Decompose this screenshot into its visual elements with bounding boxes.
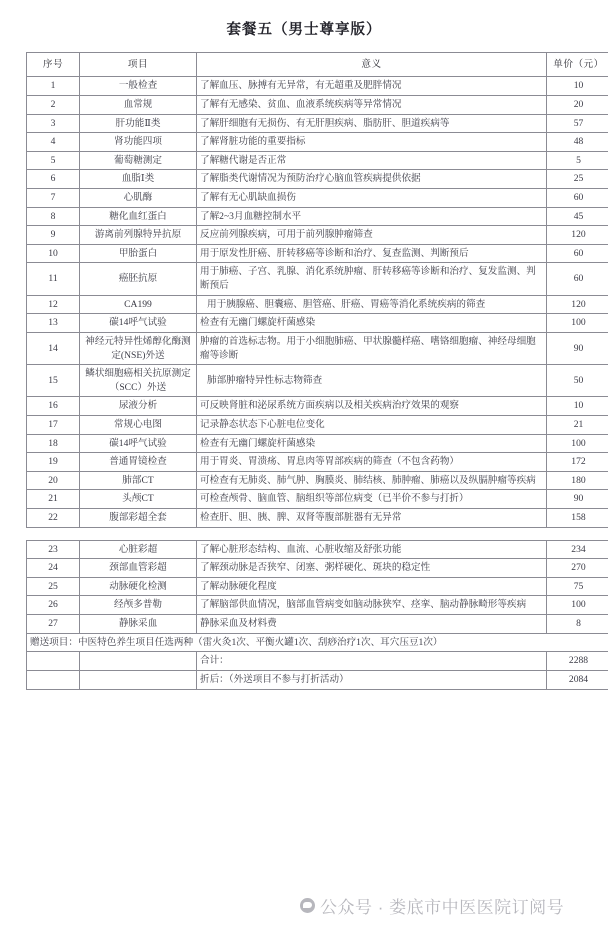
total-row xyxy=(27,652,608,671)
cell-item: 糖化血红蛋白 xyxy=(80,207,197,226)
cell-meaning: 了解心脏形态结构、血流、心脏收缩及舒张功能 xyxy=(197,540,547,559)
cell-price: 120 xyxy=(547,295,608,314)
total-value: 2288 xyxy=(547,652,608,671)
exam-package-table-part2 xyxy=(26,540,608,690)
table-gap-divider xyxy=(26,528,582,540)
table-row xyxy=(27,332,608,364)
cell-meaning: 了解2~3月血糖控制水平 xyxy=(197,207,547,226)
cell-no: 21 xyxy=(27,490,80,509)
cell-item: 碳14呼气试验 xyxy=(80,434,197,453)
header-price: 单价（元） xyxy=(547,53,608,77)
table-row xyxy=(27,365,608,397)
cell-meaning: 了解动脉硬化程度 xyxy=(197,577,547,596)
cell-item: CA199 xyxy=(80,295,197,314)
cell-no: 3 xyxy=(27,114,80,133)
table-row xyxy=(27,133,608,152)
discounted-total-label: 折后：（外送项目不参与打折活动） xyxy=(197,670,547,689)
cell-no: 5 xyxy=(27,151,80,170)
cell-no: 7 xyxy=(27,189,80,208)
cell-no: 18 xyxy=(27,434,80,453)
cell-price: 100 xyxy=(547,314,608,333)
cell-meaning: 了解有无感染、贫血、血液系统疾病等异常情况 xyxy=(197,96,547,115)
table-row xyxy=(27,559,608,578)
cell-meaning: 反应前列腺疾病，可用于前列腺肿瘤筛查 xyxy=(197,226,547,245)
cell-no: 13 xyxy=(27,314,80,333)
cell-meaning: 用于胃炎、胃溃疡、胃息肉等胃部疾病的筛查（不包含药物） xyxy=(197,453,547,472)
table-row xyxy=(27,615,608,634)
cell-price: 270 xyxy=(547,559,608,578)
cell-no: 20 xyxy=(27,471,80,490)
table-row xyxy=(27,453,608,472)
cell-meaning: 检查有无幽门螺旋杆菌感染 xyxy=(197,314,547,333)
cell-meaning: 静脉采血及材料费 xyxy=(197,615,547,634)
table-row xyxy=(27,596,608,615)
cell-price: 75 xyxy=(547,577,608,596)
cell-no: 8 xyxy=(27,207,80,226)
cell-meaning: 可反映肾脏和泌尿系统方面疾病以及相关疾病治疗效果的观察 xyxy=(197,397,547,416)
header-item: 项目 xyxy=(80,53,197,77)
cell-no: 16 xyxy=(27,397,80,416)
cell-no: 4 xyxy=(27,133,80,152)
cell-item: 甲胎蛋白 xyxy=(80,244,197,263)
cell-meaning: 了解有无心肌缺血损伤 xyxy=(197,189,547,208)
table-row xyxy=(27,77,608,96)
cell-item: 一般检查 xyxy=(80,77,197,96)
cell-meaning: 了解脑部供血情况，脑部血管病变如脑动脉狭窄、痉挛、脑动静脉畸形等疾病 xyxy=(197,596,547,615)
cell-meaning: 了解脂类代谢情况为预防治疗心脑血管疾病提供依据 xyxy=(197,170,547,189)
cell-item: 碳14呼气试验 xyxy=(80,314,197,333)
cell-meaning: 用于肺癌、子宫、乳腺、消化系统肿瘤、肝转移癌等诊断和治疗、复发监测、判断预后 xyxy=(197,263,547,295)
cell-no: 2 xyxy=(27,96,80,115)
cell-blank-item xyxy=(80,670,197,689)
gift-note: 赠送项目：中医特色养生项目任选两种（雷火灸1次、平衡火罐1次、刮痧治疗1次、耳穴压豆1次） xyxy=(27,633,608,652)
table-row xyxy=(27,207,608,226)
wechat-icon xyxy=(300,898,315,913)
cell-meaning: 了解血压、脉搏有无异常，有无超重及肥胖情况 xyxy=(197,77,547,96)
cell-no: 10 xyxy=(27,244,80,263)
table-row xyxy=(27,314,608,333)
cell-price: 180 xyxy=(547,471,608,490)
cell-no: 24 xyxy=(27,559,80,578)
cell-meaning: 检查肝、胆、胰、脾、双肾等腹部脏器有无异常 xyxy=(197,509,547,528)
cell-blank-no xyxy=(27,652,80,671)
table-row xyxy=(27,471,608,490)
cell-no: 11 xyxy=(27,263,80,295)
cell-no: 23 xyxy=(27,540,80,559)
cell-item: 头颅CT xyxy=(80,490,197,509)
cell-item: 肝功能Ⅱ类 xyxy=(80,114,197,133)
cell-item: 动脉硬化检测 xyxy=(80,577,197,596)
cell-price: 20 xyxy=(547,96,608,115)
table-row xyxy=(27,397,608,416)
cell-item: 心脏彩超 xyxy=(80,540,197,559)
cell-no: 26 xyxy=(27,596,80,615)
cell-price: 10 xyxy=(547,77,608,96)
table-row xyxy=(27,490,608,509)
cell-no: 25 xyxy=(27,577,80,596)
cell-no: 14 xyxy=(27,332,80,364)
cell-item: 经颅多普勒 xyxy=(80,596,197,615)
cell-meaning: 了解颈动脉是否狭窄、闭塞、粥样硬化、斑块的稳定性 xyxy=(197,559,547,578)
table-row xyxy=(27,263,608,295)
cell-item: 肺部CT xyxy=(80,471,197,490)
cell-meaning: 可检查有无肺炎、肺气肿、胸膜炎、肺结核、肺肿瘤、肺癌以及纵膈肿瘤等疾病 xyxy=(197,471,547,490)
table-row xyxy=(27,189,608,208)
table-header-row xyxy=(27,53,608,77)
cell-no: 15 xyxy=(27,365,80,397)
cell-meaning: 肿瘤的首选标志物。用于小细胞肺癌、甲状腺髓样癌、嗜铬细胞瘤、神经母细胞瘤等诊断 xyxy=(197,332,547,364)
cell-price: 60 xyxy=(547,189,608,208)
cell-meaning: 了解肾脏功能的重要指标 xyxy=(197,133,547,152)
cell-price: 5 xyxy=(547,151,608,170)
table-row xyxy=(27,540,608,559)
table-row xyxy=(27,295,608,314)
total-label: 合计： xyxy=(197,652,547,671)
table-body-part2 xyxy=(27,540,608,633)
table-footer-rows xyxy=(27,633,608,689)
cell-item: 颈部血管彩超 xyxy=(80,559,197,578)
table-row xyxy=(27,244,608,263)
cell-meaning: 了解肝细胞有无损伤、有无肝胆疾病、脂肪肝、胆道疾病等 xyxy=(197,114,547,133)
table-row xyxy=(27,434,608,453)
cell-no: 19 xyxy=(27,453,80,472)
cell-no: 6 xyxy=(27,170,80,189)
table-row xyxy=(27,509,608,528)
cell-meaning: 了解糖代谢是否正常 xyxy=(197,151,547,170)
cell-meaning: 用于胰腺癌、胆囊癌、胆管癌、肝癌、胃癌等消化系统疾病的筛查 xyxy=(197,295,547,314)
cell-price: 90 xyxy=(547,490,608,509)
cell-price: 60 xyxy=(547,263,608,295)
cell-blank-item xyxy=(80,652,197,671)
cell-price: 158 xyxy=(547,509,608,528)
cell-price: 172 xyxy=(547,453,608,472)
cell-price: 45 xyxy=(547,207,608,226)
cell-item: 普通胃镜检查 xyxy=(80,453,197,472)
cell-price: 100 xyxy=(547,434,608,453)
cell-price: 21 xyxy=(547,415,608,434)
table-row xyxy=(27,114,608,133)
cell-no: 1 xyxy=(27,77,80,96)
table-row xyxy=(27,96,608,115)
exam-package-table-part1 xyxy=(26,52,608,527)
cell-item: 鳞状细胞癌相关抗原测定（SCC）外送 xyxy=(80,365,197,397)
table-row xyxy=(27,415,608,434)
table-row xyxy=(27,226,608,245)
discounted-total-value: 2084 xyxy=(547,670,608,689)
cell-blank-no xyxy=(27,670,80,689)
table-row xyxy=(27,151,608,170)
cell-item: 游离前列腺特异抗原 xyxy=(80,226,197,245)
cell-price: 57 xyxy=(547,114,608,133)
cell-price: 25 xyxy=(547,170,608,189)
cell-item: 神经元特异性烯醇化酶测定(NSE)外送 xyxy=(80,332,197,364)
cell-item: 血脂Ⅰ类 xyxy=(80,170,197,189)
table-row xyxy=(27,577,608,596)
cell-meaning: 记录静态状态下心脏电位变化 xyxy=(197,415,547,434)
cell-price: 100 xyxy=(547,596,608,615)
cell-item: 静脉采血 xyxy=(80,615,197,634)
cell-item: 尿液分析 xyxy=(80,397,197,416)
cell-price: 120 xyxy=(547,226,608,245)
cell-no: 9 xyxy=(27,226,80,245)
cell-meaning: 肺部肿瘤特异性标志物筛查 xyxy=(197,365,547,397)
cell-price: 90 xyxy=(547,332,608,364)
cell-item: 血常规 xyxy=(80,96,197,115)
cell-price: 8 xyxy=(547,615,608,634)
total-row xyxy=(27,670,608,689)
cell-no: 12 xyxy=(27,295,80,314)
header-no: 序号 xyxy=(27,53,80,77)
watermark-text: 公众号 · 娄底市中医医院订阅号 xyxy=(320,898,565,917)
table-body-part1 xyxy=(27,77,608,527)
cell-meaning: 检查有无幽门螺旋杆菌感染 xyxy=(197,434,547,453)
cell-meaning: 用于原发性肝癌、肝转移癌等诊断和治疗、复查监测、判断预后 xyxy=(197,244,547,263)
cell-meaning: 可检查颅骨、脑血管、脑组织等部位病变（已半价不参与打折） xyxy=(197,490,547,509)
table-row xyxy=(27,170,608,189)
watermark xyxy=(300,893,564,918)
cell-item: 腹部彩超全套 xyxy=(80,509,197,528)
cell-item: 心肌酶 xyxy=(80,189,197,208)
cell-item: 肾功能四项 xyxy=(80,133,197,152)
cell-price: 60 xyxy=(547,244,608,263)
page-title: 套餐五（男士尊享版） xyxy=(226,22,382,38)
cell-price: 10 xyxy=(547,397,608,416)
cell-no: 22 xyxy=(27,509,80,528)
cell-no: 27 xyxy=(27,615,80,634)
cell-price: 234 xyxy=(547,540,608,559)
header-meaning: 意义 xyxy=(197,53,547,77)
cell-no: 17 xyxy=(27,415,80,434)
cell-price: 48 xyxy=(547,133,608,152)
cell-item: 常规心电图 xyxy=(80,415,197,434)
gift-note-row xyxy=(27,633,608,652)
table-header xyxy=(27,53,608,77)
cell-item: 葡萄糖测定 xyxy=(80,151,197,170)
cell-item: 癌胚抗原 xyxy=(80,263,197,295)
cell-price: 50 xyxy=(547,365,608,397)
